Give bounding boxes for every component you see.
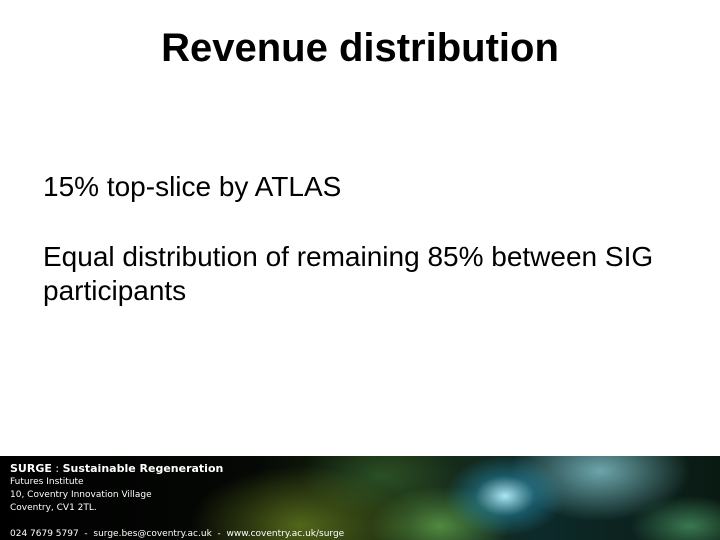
footer-banner (0, 456, 720, 540)
footer-org-title (10, 461, 223, 476)
slide-title: Revenue distribution (161, 26, 559, 70)
footer-contact-line: 024 7679 5797 - surge.bes@coventry.ac.uk - www.coventry.ac.uk/surge (10, 529, 345, 539)
footer-address-line: Coventry, CV1 2TL. (10, 503, 97, 513)
footer-org-acronym: SURGE (10, 462, 52, 475)
bullet-item: 15% top-slice by ATLAS (43, 171, 342, 202)
bullet-list (43, 170, 693, 344)
footer-org-separator: : (51, 462, 63, 475)
footer-address-line: Futures Institute (10, 477, 84, 487)
footer-address-block (10, 461, 223, 515)
bullet-item: Equal distribution of remaining 85% between SIG participants (43, 241, 654, 306)
footer-address-line: 10, Coventry Innovation Village (10, 490, 152, 500)
footer-org-name: Sustainable Regeneration (62, 462, 224, 475)
